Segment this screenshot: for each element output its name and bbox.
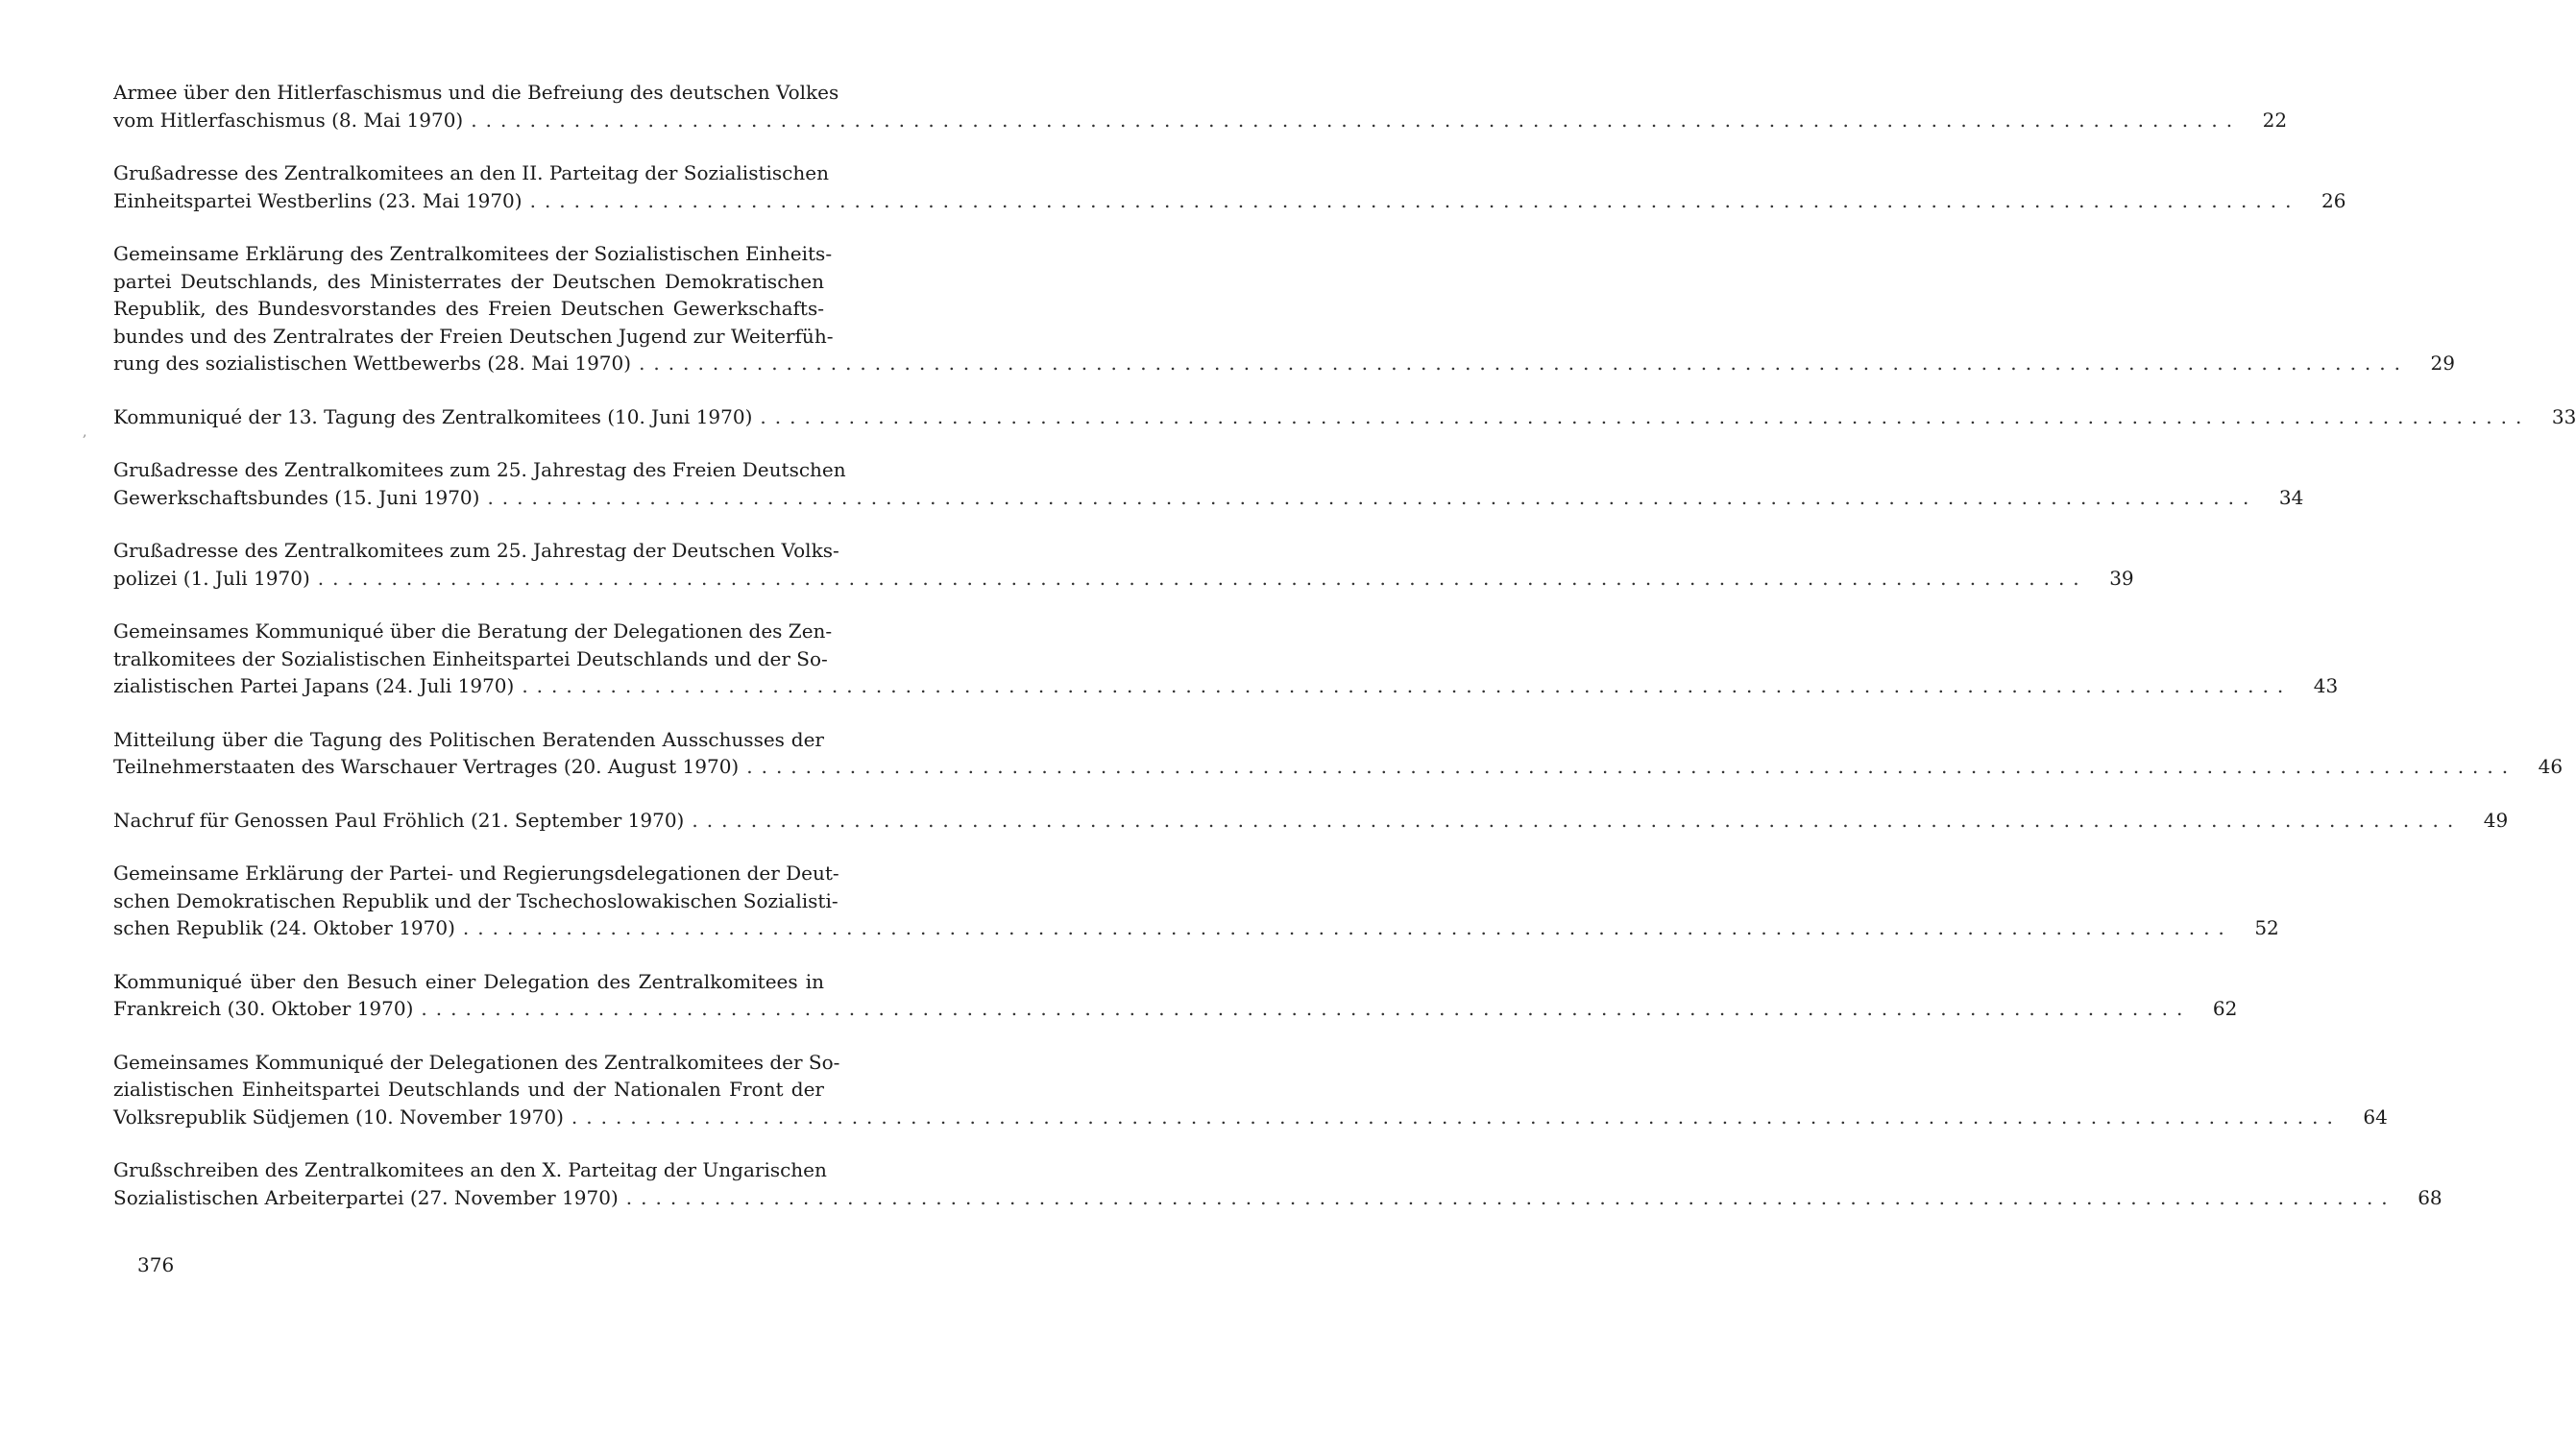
toc-entry-last-line [113,484,2304,512]
toc-entry-last-line [113,914,2279,942]
table-of-contents [113,79,2576,1237]
toc-entry-title-end: polizei (1. Juli 1970) [113,566,310,590]
toc-entry-title-end: rung des sozialistischen Wettbewerbs (28. Mai 1970) [113,352,632,375]
toc-entry [113,726,2564,781]
toc-page-number: 52 [2254,916,2279,939]
dot-leader: ........................................................................................................................ [471,108,2242,132]
toc-entry-last-line [113,807,2509,835]
toc-page-number: 39 [2109,566,2134,590]
toc-entry-title-end: Sozialistischen Arbeiterpartei (27. November 1970) [113,1185,619,1209]
toc-entry [113,968,2238,1023]
toc-entry-line: Grußadresse des Zentralkomitees zum 25. Jahrestag des Freien Deutschen [113,458,846,481]
toc-page-number: 22 [2262,108,2288,132]
toc-entry [113,1156,2442,1211]
toc-page-number: 62 [2212,997,2238,1020]
toc-entry-line: Gemeinsames Kommuniqué der Delegationen des Zentralkomitees der So- [113,1050,840,1074]
toc-page-number: 29 [2430,352,2455,375]
toc-entry [113,537,2134,592]
toc-entry-last-line [113,753,2564,781]
toc-page-number: 43 [2313,674,2339,697]
toc-entry-line: Grußadresse des Zentralkomitees an den II. Parteitag der Sozialistischen [113,161,829,184]
toc-entry-last-line [113,187,2346,215]
toc-entry-title-end: Volksrepublik Südjemen (10. November 1970) [113,1104,564,1129]
toc-entry-line: Kommuniqué über den Besuch einer Delegation des Zentralkomitees in [113,969,824,993]
toc-entry [113,159,2346,214]
toc-entry-line: Grußschreiben des Zentralkomitees an den X. Parteitag der Ungarischen [113,1158,827,1181]
toc-page-number: 26 [2321,188,2346,212]
dot-leader: ........................................................................................................................ [625,1185,2396,1209]
toc-entry-line: Grußadresse des Zentralkomitees zum 25. Jahrestag der Deutschen Volks- [113,539,839,562]
toc-entry-title-end: Frankreich (30. Oktober 1970) [113,997,414,1020]
toc-entry [113,403,2576,431]
toc-entry-last-line [113,565,2134,593]
toc-page-number: 46 [2538,755,2564,778]
dot-leader: ........................................................................................................................ [462,916,2233,939]
toc-entry-line: tralkomitees der Sozialistischen Einheitspartei Deutschlands und der So- [113,646,828,670]
toc-entry-title-end: Gewerkschaftsbundes (15. Juni 1970) [113,485,480,509]
toc-page-number: 68 [2418,1185,2442,1209]
toc-entry-title-end: Einheitspartei Westberlins (23. Mai 1970) [113,188,522,212]
toc-entry-last-line [113,995,2238,1023]
toc-entry-line: zialistischen Einheitspartei Deutschlands und der Nationalen Front der [113,1078,824,1101]
toc-entry-title-end: vom Hitlerfaschismus (8. Mai 1970) [113,108,464,132]
toc-entry-line: Republik, des Bundesvorstandes des Freien Deutschen Gewerkschafts- [113,297,824,320]
toc-page-number: 49 [2483,808,2509,832]
toc-entry-title-end: Kommuniqué der 13. Tagung des Zentralkomitees (10. Juni 1970) [113,404,753,428]
toc-entry-line: Gemeinsames Kommuniqué über die Beratung der Delegationen des Zen- [113,619,833,643]
dot-leader: ........................................................................................................................ [522,674,2293,697]
toc-entry-last-line [113,403,2576,431]
toc-entry-line: Gemeinsame Erklärung der Partei- und Regierungsdelegationen der Deut- [113,862,839,885]
dot-leader: ........................................................................................................................ [317,566,2088,590]
toc-entry [113,860,2279,942]
toc-page-number: 33 [2551,404,2576,428]
toc-page-number: 34 [2278,485,2304,509]
toc-entry-title-end: zialistischen Partei Japans (24. Juli 1970) [113,674,515,697]
toc-entry-title-end: schen Republik (24. Oktober 1970) [113,916,455,939]
toc-entry-line: bundes und des Zentralrates der Freien Deutschen Jugend zur Weiterfüh- [113,324,834,348]
toc-entry [113,807,2509,835]
dot-leader: ........................................................................................................................ [760,404,2531,428]
toc-entry [113,79,2288,133]
dot-leader: ........................................................................................................................ [487,485,2258,509]
toc-entry-line: Mitteilung über die Tagung des Politischen Beratenden Ausschusses der [113,727,824,751]
toc-entry-last-line [113,1184,2442,1212]
toc-entry [113,456,2304,511]
toc-entry [113,618,2339,700]
dot-leader: ........................................................................................................................ [421,997,2192,1020]
toc-entry-line: partei Deutschlands, des Ministerrates der Deutschen Demokratischen [113,269,824,293]
margin-mark: , [83,425,87,440]
toc-entry-last-line [113,107,2288,134]
toc-entry-line: Gemeinsame Erklärung des Zentralkomitees der Sozialistischen Einheits- [113,242,833,265]
dot-leader: ........................................................................................................................ [746,755,2517,778]
toc-entry [113,240,2455,377]
dot-leader: ........................................................................................................................ [571,1104,2342,1129]
toc-entry [113,1049,2388,1131]
page-number: 376 [137,1253,175,1276]
toc-entry-last-line [113,350,2455,377]
dot-leader: ........................................................................................................................ [639,352,2409,375]
toc-entry-title-end: Nachruf für Genossen Paul Fröhlich (21. September 1970) [113,808,685,832]
toc-entry-title-end: Teilnehmerstaaten des Warschauer Vertrages (20. August 1970) [113,755,740,778]
toc-entry-line: schen Demokratischen Republik und der Tschechoslowakischen Sozialisti- [113,888,838,912]
toc-entry-line: Armee über den Hitlerfaschismus und die Befreiung des deutschen Volkes [113,81,839,104]
dot-leader: ........................................................................................................................ [692,808,2463,832]
toc-entry-last-line [113,672,2339,700]
toc-page-number: 64 [2363,1104,2388,1129]
toc-entry-last-line [113,1104,2388,1131]
dot-leader: ........................................................................................................................ [529,188,2300,212]
